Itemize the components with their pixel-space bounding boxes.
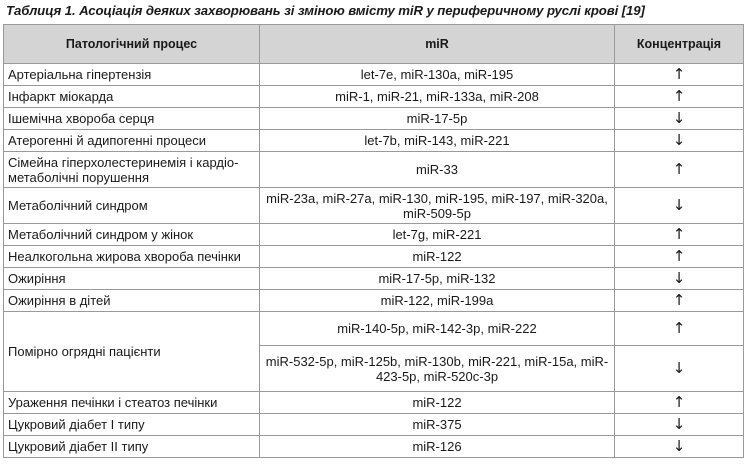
arrow-down-icon: ↓: [615, 436, 744, 458]
table-row: [4, 108, 744, 130]
table-row: [4, 188, 744, 224]
mir-cell: miR-122: [260, 392, 615, 414]
process-cell: Сімейна гіперхолестеринемія і кардіо-метаболічні порушення: [4, 152, 260, 188]
arrow-down-icon: ↓: [615, 268, 744, 290]
arrow-up-icon: ↑: [615, 312, 744, 346]
arrow-up-icon: ↑: [615, 246, 744, 268]
arrow-up-icon: ↑: [615, 152, 744, 188]
process-cell: Неалкогольна жирова хвороба печінки: [4, 246, 260, 268]
process-cell: Цукровий діабет ІІ типу: [4, 436, 260, 458]
table-row: [4, 268, 744, 290]
arrow-down-icon: ↓: [615, 346, 744, 392]
arrow-up-icon: ↑: [615, 86, 744, 108]
mir-cell: miR-122, miR-199a: [260, 290, 615, 312]
table-row: [4, 86, 744, 108]
arrow-down-icon: ↓: [615, 414, 744, 436]
process-cell: Цукровий діабет І типу: [4, 414, 260, 436]
process-cell: Ожиріння: [4, 268, 260, 290]
mir-cell: let-7b, miR-143, miR-221: [260, 130, 615, 152]
table-header-row: [4, 25, 744, 64]
table-row: [4, 290, 744, 312]
arrow-down-icon: ↓: [615, 130, 744, 152]
arrow-up-icon: ↑: [615, 224, 744, 246]
arrow-down-icon: ↓: [615, 108, 744, 130]
header-process: Патологічний процес: [4, 25, 260, 64]
mir-cell: miR-17-5p, miR-132: [260, 268, 615, 290]
table-row: [4, 224, 744, 246]
table-row: [4, 246, 744, 268]
table-row: [4, 152, 744, 188]
association-table: [3, 24, 744, 458]
mir-cell: let-7e, miR-130a, miR-195: [260, 64, 615, 86]
header-mir: miR: [260, 25, 615, 64]
arrow-up-icon: ↑: [615, 64, 744, 86]
table-row: [4, 64, 744, 86]
process-cell: Ішемічна хвороба серця: [4, 108, 260, 130]
mir-cell: miR-33: [260, 152, 615, 188]
process-cell: Ожиріння в дітей: [4, 290, 260, 312]
process-cell: Метаболічний синдром у жінок: [4, 224, 260, 246]
arrow-up-icon: ↑: [615, 392, 744, 414]
mir-cell: miR-375: [260, 414, 615, 436]
mir-cell: let-7g, miR-221: [260, 224, 615, 246]
arrow-down-icon: ↓: [615, 188, 744, 224]
process-cell: Атерогенні й адипогенні процеси: [4, 130, 260, 152]
process-cell: Інфаркт міокарда: [4, 86, 260, 108]
mir-cell: miR-23a, miR-27a, miR-130, miR-195, miR-197, miR-320a, miR-509-5p: [260, 188, 615, 224]
mir-cell: miR-532-5p, miR-125b, miR-130b, miR-221, miR-15a, miR-423-5p, miR-520c-3p: [260, 346, 615, 392]
header-concentration: Концентрація: [615, 25, 744, 64]
table-row: [4, 414, 744, 436]
arrow-up-icon: ↑: [615, 290, 744, 312]
mir-cell: miR-126: [260, 436, 615, 458]
table-row: [4, 130, 744, 152]
table-row: [4, 312, 744, 346]
process-cell: Помірно огрядні пацієнти: [4, 312, 260, 392]
mir-cell: miR-140-5p, miR-142-3p, miR-222: [260, 312, 615, 346]
process-cell: Метаболічний синдром: [4, 188, 260, 224]
mir-cell: miR-1, miR-21, miR-133a, miR-208: [260, 86, 615, 108]
process-cell: Ураження печінки і стеатоз печінки: [4, 392, 260, 414]
mir-cell: miR-17-5p: [260, 108, 615, 130]
table-row: [4, 436, 744, 458]
process-cell: Артеріальна гіпертензія: [4, 64, 260, 86]
mir-cell: miR-122: [260, 246, 615, 268]
table-caption: Таблиця 1. Асоціація деяких захворювань зі зміною вмісту miR у периферичному руслі крові [19]: [6, 3, 645, 18]
table-row: [4, 392, 744, 414]
